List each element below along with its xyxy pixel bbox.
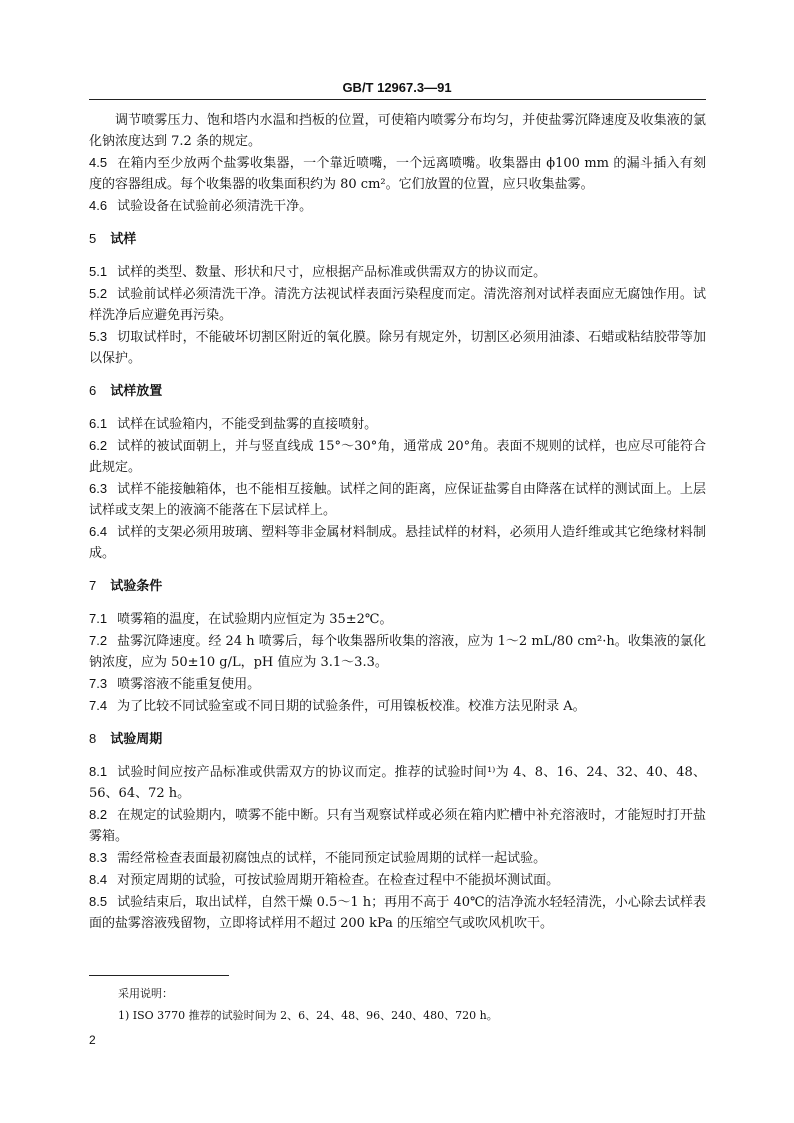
clause-number: 6.2 xyxy=(89,438,108,453)
clause-number: 7.3 xyxy=(89,676,108,691)
clause-text: 为了比较不同试验室或不同日期的试验条件，可用镍板校准。校准方法见附录 A。 xyxy=(117,699,586,714)
clause-5-3 xyxy=(89,326,706,369)
clause-6-3 xyxy=(89,478,706,521)
clause-number: 4.6 xyxy=(89,198,108,213)
section-title: 试验周期 xyxy=(110,732,163,747)
clause-4-6 xyxy=(89,195,706,217)
clause-text: 在箱内至少放两个盐雾收集器，一个靠近喷嘴，一个远离喷嘴。收集器由 ϕ100 mm 的漏斗插入有刻度的容器组成。每个收集器的收集面积约为 80 cm²。它们放置的位置，应只收集盐雾。 xyxy=(89,156,706,192)
clause-text: 试验前试样必须清洗干净。清洗方法视试样表面污染程度而定。清洗溶剂对试样表面应无腐蚀作用。试样洗净后应避免再污染。 xyxy=(89,287,706,323)
clause-text: 对预定周期的试验，可按试验周期开箱检查。在检查过程中不能损坏测试面。 xyxy=(117,873,560,888)
clause-8-2 xyxy=(89,804,706,847)
section-number: 6 xyxy=(89,383,97,398)
clause-6-1 xyxy=(89,413,706,435)
clause-text: 盐雾沉降速度。经 24 h 喷雾后，每个收集器所收集的溶液，应为 1～2 mL/80 cm²·h。收集液的氯化钠浓度，应为 50±10 g/L，pH 值应为 3.1～3.3。 xyxy=(89,634,706,670)
footnote-title: 采用说明： xyxy=(118,987,173,1000)
clause-text: 在规定的试验期内，喷雾不能中断。只有当观察试样或必须在箱内贮槽中补充溶液时，才能短时打开盐雾箱。 xyxy=(89,808,706,844)
clause-text: 试样的类型、数量、形状和尺寸，应根据产品标准或供需双方的协议而定。 xyxy=(117,265,547,280)
clause-7-1 xyxy=(89,608,706,630)
clause-number: 6.1 xyxy=(89,416,108,431)
clause-text: 喷雾箱的温度，在试验期内应恒定为 35±2℃。 xyxy=(117,612,393,627)
clause-text: 试样在试验箱内，不能受到盐雾的直接喷射。 xyxy=(117,417,378,432)
page-number: 2 xyxy=(89,1033,96,1047)
clause-text: 试验结束后，取出试样，自然干燥 0.5～1 h；再用不高于 40℃的洁净流水轻轻清洗，小心除去试样表面的盐雾溶液残留物，立即将试样用不超过 200 kPa 的压缩空气或吹风机吹干。 xyxy=(89,895,706,931)
clause-text: 调节喷雾压力、饱和塔内水温和挡板的位置，可使箱内喷雾分布均匀，并使盐雾沉降速度及收集液的氯化钠浓度达到 7.2 条的规定。 xyxy=(89,113,706,149)
section-heading-5 xyxy=(89,228,706,250)
footnote-divider xyxy=(89,975,229,976)
clause-4-5 xyxy=(89,152,706,195)
clause-6-2 xyxy=(89,435,706,478)
document-body xyxy=(89,110,706,934)
clause-5-1 xyxy=(89,261,706,283)
section-number: 7 xyxy=(89,578,97,593)
header-divider xyxy=(89,99,706,100)
clause-number: 4.5 xyxy=(89,155,108,170)
section-heading-8 xyxy=(89,728,706,750)
clause-7-4 xyxy=(89,695,706,717)
clause-number: 8.5 xyxy=(89,894,108,909)
clause-number: 7.1 xyxy=(89,611,108,626)
clause-number: 8.4 xyxy=(89,872,108,887)
section-title: 试样 xyxy=(110,232,137,247)
clause-number: 7.2 xyxy=(89,633,108,648)
clause-number: 8.2 xyxy=(89,807,108,822)
clause-number: 6.3 xyxy=(89,481,108,496)
clause-number: 6.4 xyxy=(89,524,108,539)
clause-number: 5.2 xyxy=(89,286,108,301)
clause-7-3 xyxy=(89,673,706,695)
clause-number: 5.1 xyxy=(89,264,108,279)
clause-7-2 xyxy=(89,630,706,673)
clause-text: 试样的支架必须用玻璃、塑料等非金属材料制成。悬挂试样的材料，必须用人造纤维或其它绝缘材料制成。 xyxy=(89,525,706,561)
clause-8-1 xyxy=(89,761,706,804)
clause-number: 7.4 xyxy=(89,698,108,713)
clause-6-4 xyxy=(89,521,706,564)
clause-8-4 xyxy=(89,869,706,891)
clause-text: 试样不能接触箱体，也不能相互接触。试样之间的距离，应保证盐雾自由降落在试样的测试面上。上层试样或支架上的液滴不能落在下层试样上。 xyxy=(89,482,706,518)
section-number: 5 xyxy=(89,231,97,246)
clause-number: 8.3 xyxy=(89,850,108,865)
clause-8-5 xyxy=(89,891,706,934)
clause-text: 喷雾溶液不能重复使用。 xyxy=(117,677,261,692)
section-number: 8 xyxy=(89,731,97,746)
clause-text: 试样的被试面朝上，并与竖直线成 15°～30°角，通常成 20°角。表面不规则的试样，也应尽可能符合此规定。 xyxy=(89,439,706,475)
section-heading-7 xyxy=(89,575,706,597)
clause-text: 切取试样时，不能破坏切割区附近的氧化膜。除另有规定外，切割区必须用油漆、石蜡或粘结胶带等加以保护。 xyxy=(89,330,706,366)
standard-number-header: GB/T 12967.3—91 xyxy=(342,80,452,95)
footnote-text: 1) ISO 3770 推荐的试验时间为 2、6、24、48、96、240、480、720 h。 xyxy=(118,1009,498,1022)
clause-5-2 xyxy=(89,283,706,326)
clause-8-3 xyxy=(89,847,706,869)
section-heading-6 xyxy=(89,380,706,402)
section-title: 试验条件 xyxy=(110,579,163,594)
clause-4-4-continuation xyxy=(89,110,706,152)
section-title: 试样放置 xyxy=(110,384,163,399)
clause-text: 试验设备在试验前必须清洗干净。 xyxy=(117,199,313,214)
clause-text: 需经常检查表面最初腐蚀点的试样，不能同预定试验周期的试样一起试验。 xyxy=(117,851,547,866)
clause-number: 8.1 xyxy=(89,764,108,779)
clause-number: 5.3 xyxy=(89,329,108,344)
clause-text: 试验时间应按产品标准或供需双方的协议而定。推荐的试验时间¹⁾为 4、8、16、24、32、40、48、56、64、72 h。 xyxy=(89,765,706,801)
